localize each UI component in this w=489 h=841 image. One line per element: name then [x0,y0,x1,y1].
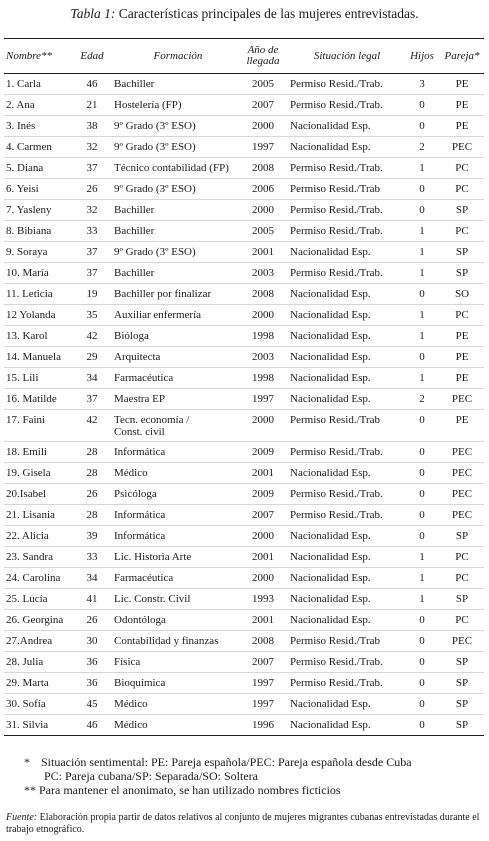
cell-edad: 33 [86,551,98,563]
cell-hijos: 1 [419,330,425,342]
cell-anio: 2000 [252,204,274,216]
cell-edad: 41 [86,593,98,605]
cell-pareja: PEC [451,488,473,500]
cell-hijos: 0 [419,488,425,500]
cell-edad: 30 [86,635,98,647]
cell-anio: 2008 [252,288,274,300]
cell-situacion: Nacionalidad Esp. [290,372,371,384]
cell-anio: 2003 [252,351,274,363]
cell-formacion: Física [114,656,141,668]
table-row [4,137,484,158]
cell-situacion: Nacionalidad Esp. [290,120,371,132]
table-row [4,410,484,442]
cell-nombre: 5. Diana [6,162,44,174]
cell-nombre: 7. Yasleny [6,204,52,216]
table-row [4,200,484,221]
cell-anio: 2001 [252,551,274,563]
cell-pareja: PE [455,372,469,384]
cell-anio: 1998 [252,372,274,384]
cell-edad: 36 [86,677,98,689]
cell-formacion: Maestra EP [114,393,166,405]
cell-edad: 34 [86,572,98,584]
table-row [4,242,484,263]
cell-hijos: 1 [419,551,425,563]
cell-pareja: SP [455,530,469,542]
cell-situacion: Permiso Resid./Trab. [290,204,383,216]
cell-pareja: PEC [451,446,473,458]
table-header-row [4,39,484,74]
cell-situacion: Permiso Resid./Trab. [290,78,383,90]
cell-pareja: SP [455,656,469,668]
header-nombre: Nombre** [6,49,53,62]
cell-pareja: PC [455,309,469,321]
cell-edad: 26 [86,614,98,626]
cell-anio: 1998 [252,330,274,342]
table-row [4,116,484,137]
cell-hijos: 1 [419,246,425,258]
cell-nombre: 10. María [6,267,49,279]
cell-edad: 35 [86,309,98,321]
cell-hijos: 1 [419,572,425,584]
cell-formacion: Bachiller [114,267,155,279]
cell-edad: 42 [86,330,98,342]
table-row [4,95,484,116]
cell-anio: 2009 [252,488,274,500]
cell-hijos: 0 [419,677,425,689]
cell-pareja: PE [455,330,469,342]
cell-formacion: Lic. Historia Arte [114,551,192,563]
table-title-label: Tabla 1: [70,6,116,21]
cell-nombre: 20.Isabel [6,488,47,500]
cell-formacion: Informática [114,509,166,521]
cell-formacion: Bachiller [114,204,155,216]
cell-situacion: Permiso Resid./Trab. [290,656,383,668]
cell-nombre: 3. Inés [6,120,36,132]
cell-formacion: Bachiller [114,225,155,237]
cell-situacion: Nacionalidad Esp. [290,246,371,258]
cell-nombre: 19. Gisela [6,467,51,479]
cell-nombre: 16. Matilde [6,393,57,405]
cell-situacion: Nacionalidad Esp. [290,551,371,563]
cell-pareja: SP [455,246,469,258]
cell-anio: 2000 [252,530,274,542]
cell-hijos: 0 [419,288,425,300]
cell-hijos: 1 [419,309,425,321]
cell-formacion: Bióloga [114,330,149,342]
cell-anio: 2000 [252,414,274,426]
cell-edad: 37 [86,246,98,258]
cell-pareja: SP [455,204,469,216]
cell-pareja: PEC [451,467,473,479]
cell-pareja: SP [455,719,469,731]
cell-edad: 26 [86,488,98,500]
cell-situacion: Nacionalidad Esp. [290,141,371,153]
cell-hijos: 0 [419,614,425,626]
cell-formacion: Hostelería (FP) [114,99,182,111]
cell-situacion: Nacionalidad Esp. [290,288,371,300]
cell-pareja: PC [455,551,469,563]
cell-edad: 46 [86,78,98,90]
cell-situacion: Permiso Resid./Trab. [290,509,383,521]
cell-nombre: 26. Georgina [6,614,64,626]
cell-hijos: 1 [419,225,425,237]
cell-formacion: Informática [114,530,166,542]
cell-formacion: Psicóloga [114,488,157,500]
cell-nombre: 24. Carolina [6,572,61,584]
cell-situacion: Permiso Resid./Trab. [290,99,383,111]
cell-hijos: 0 [419,719,425,731]
cell-anio: 2006 [252,183,274,195]
cell-anio: 2001 [252,614,274,626]
cell-nombre: 30. Sofía [6,698,46,710]
cell-nombre: 14. Manuela [6,351,61,363]
cell-formacion: Auxiliar enfermería [114,309,202,321]
cell-edad: 19 [86,288,98,300]
cell-edad: 37 [86,162,98,174]
cell-anio: 2007 [252,509,274,521]
table-row [4,505,484,526]
cell-formacion: Técnico contabilidad (FP) [114,162,229,174]
cell-anio: 2003 [252,267,274,279]
cell-formacion: 9º Grado (3º ESO) [114,120,196,132]
cell-hijos: 0 [419,530,425,542]
table-row [4,652,484,673]
cell-anio: 2007 [252,99,274,111]
cell-nombre: 28. Julia [6,656,44,668]
cell-pareja: PEC [451,509,473,521]
cell-formacion: Bachiller [114,78,155,90]
cell-pareja: PC [455,614,469,626]
cell-anio: 2000 [252,572,274,584]
cell-pareja: PE [455,414,469,426]
cell-situacion: Nacionalidad Esp. [290,393,371,405]
table-row [4,589,484,610]
cell-anio: 1997 [252,141,274,153]
cell-pareja: PEC [451,635,473,647]
cell-situacion: Nacionalidad Esp. [290,330,371,342]
cell-formacion: Contabilidad y finanzas [114,635,219,647]
cell-pareja: SP [455,677,469,689]
cell-nombre: 4. Carmen [6,141,52,153]
table-row [4,673,484,694]
cell-situacion: Permiso Resid./Trab [290,414,381,426]
cell-pareja: PEC [451,393,473,405]
cell-anio: 1996 [252,719,274,731]
table-row [4,326,484,347]
cell-edad: 21 [86,99,98,111]
cell-edad: 32 [86,141,98,153]
header-situacion: Situación legal [313,49,381,62]
cell-edad: 37 [86,267,98,279]
cell-edad: 32 [86,204,98,216]
cell-formacion-line1: Tecn. economía / [114,414,190,426]
cell-anio: 1997 [252,698,274,710]
footnote-star: * [24,755,30,769]
table-row [4,368,484,389]
table-row [4,347,484,368]
cell-formacion: 9º Grado (3º ESO) [114,183,196,195]
cell-edad: 36 [86,656,98,668]
table-title [0,0,489,28]
header-anio [242,39,284,74]
cell-situacion: Nacionalidad Esp. [290,593,371,605]
cell-hijos: 2 [419,141,425,153]
footnote-sentimental-line2: PC: Pareja cubana/SP: Separada/SO: Soltera [44,769,258,783]
cell-hijos: 0 [419,635,425,647]
cell-anio: 2009 [252,446,274,458]
table-row [4,694,484,715]
cell-nombre: 23. Sandra [6,551,54,563]
cell-anio: 1997 [252,677,274,689]
cell-pareja: PC [455,162,469,174]
cell-pareja: PE [455,78,469,90]
cell-nombre: 15. Lili [6,372,39,384]
cell-hijos: 0 [419,120,425,132]
header-anio-line2: llegada [246,55,280,67]
cell-edad: 42 [86,414,98,426]
footnote-anonymity: ** Para mantener el anonimato, se han utilizado nombres ficticios [24,783,341,797]
cell-nombre: 17. Faini [6,414,46,426]
cell-formacion: Bioquímica [114,677,166,689]
cell-situacion: Permiso Resid./Trab [290,183,381,195]
cell-anio: 2005 [252,78,274,90]
footnote-sentimental [0,755,489,769]
cell-edad: 34 [86,372,98,384]
cell-hijos: 0 [419,204,425,216]
header-formacion: Formación [153,49,203,62]
cell-formacion [110,410,242,442]
cell-nombre: 2. Ana [6,99,35,111]
table-row [4,610,484,631]
cell-hijos: 1 [419,593,425,605]
cell-hijos: 0 [419,414,425,426]
cell-anio: 2007 [252,656,274,668]
cell-hijos: 1 [419,372,425,384]
cell-edad: 38 [86,120,98,132]
source-text: Elaboración propia partir de datos relativos al conjunto de mujeres migrantes cubanas entrevistadas durante el trabajo etnográfico. [6,812,480,835]
cell-edad: 28 [86,467,98,479]
cell-edad: 46 [86,719,98,731]
cell-anio: 2001 [252,246,274,258]
cell-situacion: Nacionalidad Esp. [290,467,371,479]
cell-formacion: Bachiller por finalizar [114,288,212,300]
cell-nombre: 6. Yeisi [6,183,39,195]
cell-anio: 2008 [252,635,274,647]
cell-anio: 2001 [252,467,274,479]
cell-pareja: PC [455,572,469,584]
cell-formacion: Odontóloga [114,614,166,626]
cell-nombre: 31. Silvia [6,719,49,731]
cell-situacion: Nacionalidad Esp. [290,530,371,542]
cell-situacion: Nacionalidad Esp. [290,309,371,321]
header-edad: Edad [80,49,104,62]
cell-pareja: PC [455,225,469,237]
cell-edad: 45 [86,698,98,710]
cell-formacion: Médico [114,719,148,731]
cell-nombre: 18. Emili [6,446,47,458]
cell-edad: 28 [86,446,98,458]
cell-nombre: 22. Alicia [6,530,49,542]
cell-hijos: 0 [419,698,425,710]
cell-formacion-line2: Const. civil [114,426,165,438]
cell-nombre: 12 Yolanda [6,309,56,321]
cell-pareja: PEC [451,141,473,153]
cell-nombre: 9. Soraya [6,246,48,258]
cell-situacion: Nacionalidad Esp. [290,719,371,731]
cell-situacion: Permiso Resid./Trab. [290,677,383,689]
cell-hijos: 2 [419,393,425,405]
table-row [4,221,484,242]
cell-nombre: 8. Bibiana [6,225,52,237]
table-row [4,305,484,326]
table-row [4,631,484,652]
cell-hijos: 0 [419,509,425,521]
cell-nombre: 11. Leticia [6,288,53,300]
cell-nombre: 29. Marta [6,677,49,689]
cell-edad: 39 [86,530,98,542]
table-row [4,179,484,200]
cell-situacion: Nacionalidad Esp. [290,572,371,584]
table-row [4,74,484,95]
table-row [4,389,484,410]
cell-hijos: 0 [419,656,425,668]
cell-hijos: 0 [419,99,425,111]
table-row [4,568,484,589]
cell-edad: 37 [86,393,98,405]
cell-situacion: Permiso Resid./Trab. [290,488,383,500]
cell-anio: 2000 [252,309,274,321]
cell-formacion: Informática [114,446,166,458]
cell-edad: 28 [86,509,98,521]
table-body [4,74,484,736]
table-title-text: Características principales de las mujeres entrevistadas. [118,6,419,21]
cell-pareja: PC [455,183,469,195]
cell-situacion: Permiso Resid./Trab. [290,267,383,279]
cell-situacion: Permiso Resid./Trab. [290,446,383,458]
cell-pareja: PE [455,99,469,111]
table-row [4,463,484,484]
cell-hijos: 0 [419,446,425,458]
cell-nombre: 13. Karol [6,330,48,342]
cell-hijos: 0 [419,467,425,479]
cell-formacion: Farmacéutica [114,572,174,584]
header-hijos: Hijos [410,49,434,62]
table-row [4,284,484,305]
cell-formacion: Arquitecta [114,351,161,363]
cell-pareja: SP [455,698,469,710]
footnotes [0,755,489,797]
cell-edad: 26 [86,183,98,195]
cell-pareja: SO [454,288,470,300]
table-row [4,526,484,547]
footnote-sentimental-line1: Situación sentimental: PE: Pareja española/PEC: Pareja española desde Cuba [41,755,412,769]
cell-hijos: 1 [419,267,425,279]
cell-situacion: Nacionalidad Esp. [290,698,371,710]
cell-pareja: SP [455,593,469,605]
table-row [4,263,484,284]
cell-anio: 1993 [252,593,274,605]
cell-nombre: 1. Carla [6,78,41,90]
cell-situacion: Nacionalidad Esp. [290,351,371,363]
table-row [4,484,484,505]
source-note [6,812,484,836]
table-row [4,442,484,463]
table-row [4,715,484,736]
cell-hijos: 1 [419,162,425,174]
cell-formacion: Médico [114,698,148,710]
cell-anio: 2005 [252,225,274,237]
cell-edad: 29 [86,351,98,363]
cell-formacion: 9º Grado (3º ESO) [114,141,196,153]
header-anio-line1: Año de [247,44,279,56]
cell-anio: 1997 [252,393,274,405]
header-pareja: Pareja* [444,49,480,62]
cell-formacion: Farmacéutica [114,372,174,384]
cell-pareja: PE [455,351,469,363]
cell-formacion: 9º Grado (3º ESO) [114,246,196,258]
women-table [4,38,484,736]
cell-anio: 2000 [252,120,274,132]
cell-formacion: Médico [114,467,148,479]
cell-anio: 2008 [252,162,274,174]
cell-hijos: 0 [419,183,425,195]
cell-nombre: 25. Lucía [6,593,48,605]
cell-edad: 33 [86,225,98,237]
cell-pareja: SP [455,267,469,279]
source-label: Fuente: [6,812,38,823]
table-row [4,547,484,568]
cell-nombre: 27.Andrea [6,635,53,647]
cell-nombre: 21. Lisania [6,509,55,521]
cell-situacion: Permiso Resid./Trab [290,635,381,647]
cell-formacion: Lic. Constr. Civil [114,593,191,605]
cell-situacion: Permiso Resid./Trab. [290,225,383,237]
cell-situacion: Nacionalidad Esp. [290,614,371,626]
cell-pareja: PE [455,120,469,132]
cell-hijos: 0 [419,351,425,363]
cell-situacion: Permiso Resid./Trab. [290,162,383,174]
table-row [4,158,484,179]
cell-hijos: 3 [419,78,425,90]
